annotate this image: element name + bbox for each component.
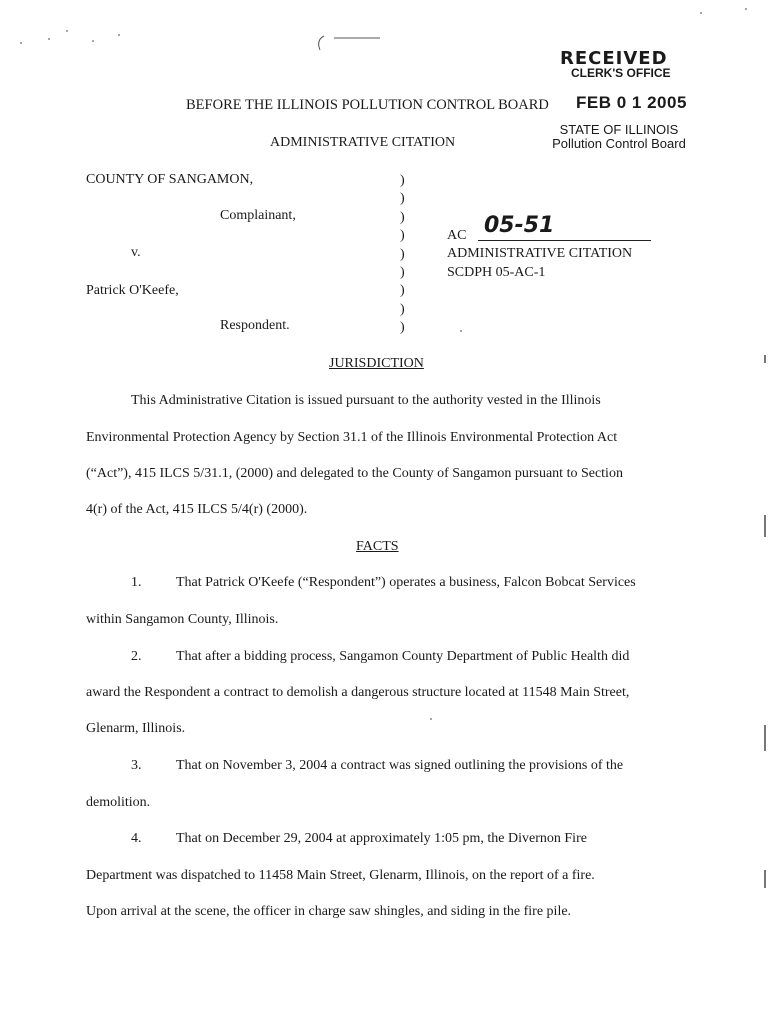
- scan-speck: [92, 40, 94, 42]
- paren: ): [400, 265, 405, 281]
- document-type-heading: ADMINISTRATIVE CITATION: [270, 135, 456, 150]
- complainant-label: Complainant,: [220, 208, 296, 223]
- versus-label: v.: [131, 245, 141, 260]
- paren: ): [400, 283, 405, 299]
- fact-text: Glenarm, Illinois.: [86, 721, 186, 736]
- fact-text: Department was dispatched to 11458 Main Street, Glenarm, Illinois, on the report of a fire.: [86, 868, 595, 883]
- scan-edge-mark: [764, 725, 766, 751]
- paren: ): [400, 209, 405, 225]
- paren: ): [400, 191, 405, 207]
- complainant-name: COUNTY OF SANGAMON,: [86, 172, 254, 187]
- respondent-name: Patrick O'Keefe,: [86, 283, 179, 298]
- ac-label: AC: [447, 228, 467, 243]
- paren: ): [400, 173, 405, 188]
- fact-number: 1.: [131, 575, 142, 590]
- facts-heading: FACTS: [356, 539, 399, 554]
- fact-text: That on November 3, 2004 a contract was signed outlining the provisions of the: [176, 758, 624, 773]
- paren: ): [400, 301, 405, 317]
- fact-text: within Sangamon County, Illinois.: [86, 612, 279, 627]
- citation-label: ADMINISTRATIVE CITATION: [447, 246, 633, 261]
- citation-number: SCDPH 05-AC-1: [447, 265, 546, 280]
- stamp-state-line: STATE OF ILLINOIS: [559, 122, 679, 137]
- jurisdiction-line: Environmental Protection Agency by Section 31.1 of the Illinois Environmental Protection Act: [86, 430, 618, 445]
- scan-speck: [430, 718, 432, 720]
- caption-parentheses: [400, 172, 405, 338]
- fact-text: demolition.: [86, 795, 151, 810]
- jurisdiction-line: 4(r) of the Act, 415 ILCS 5/4(r) (2000).: [86, 502, 308, 517]
- jurisdiction-line: This Administrative Citation is issued pursuant to the authority vested in the Illinois: [131, 393, 601, 408]
- fact-number: 3.: [131, 758, 142, 773]
- fact-text: That Patrick O'Keefe (“Respondent”) operates a business, Falcon Bobcat Services: [176, 575, 636, 590]
- paren: ): [400, 228, 405, 244]
- scan-speck: [745, 8, 747, 10]
- scan-speck: [118, 34, 120, 36]
- fact-number: 2.: [131, 649, 142, 664]
- paren: ): [400, 320, 405, 336]
- stamp-clerks-office: CLERK'S OFFICE: [571, 66, 671, 80]
- stamp-date: FEB 0 1 2005: [576, 93, 687, 112]
- scan-speck: [460, 330, 462, 332]
- fact-text: Upon arrival at the scene, the officer in charge saw shingles, and siding in the fire pile.: [86, 904, 572, 919]
- fact-text: award the Respondent a contract to demolish a dangerous structure located at 11548 Main Street,: [86, 685, 630, 700]
- scan-mark: [310, 30, 390, 60]
- scan-edge-mark: [764, 870, 766, 888]
- fact-text: That after a bidding process, Sangamon County Department of Public Health did: [176, 649, 630, 664]
- scan-speck: [48, 38, 50, 40]
- scan-speck: [700, 12, 702, 14]
- ac-number-line: [478, 240, 651, 241]
- stamp-state: [548, 123, 690, 151]
- fact-text: That on December 29, 2004 at approximately 1:05 pm, the Divernon Fire: [176, 831, 587, 846]
- scan-speck: [20, 42, 22, 44]
- stamp-board-line: Pollution Control Board: [552, 136, 686, 151]
- court-heading: BEFORE THE ILLINOIS POLLUTION CONTROL BOARD: [186, 97, 549, 113]
- jurisdiction-line: (“Act”), 415 ILCS 5/31.1, (2000) and delegated to the County of Sangamon pursuant to Section: [86, 466, 623, 481]
- fact-number: 4.: [131, 831, 142, 846]
- scan-edge-mark: [764, 355, 766, 363]
- jurisdiction-heading: JURISDICTION: [329, 356, 424, 371]
- stamp-received: RECEIVED: [560, 48, 668, 69]
- paren: ): [400, 246, 405, 262]
- scan-edge-mark: [764, 515, 766, 537]
- respondent-label: Respondent.: [220, 318, 290, 333]
- ac-number-handwritten: 05-51: [484, 213, 555, 238]
- scan-speck: [66, 30, 68, 32]
